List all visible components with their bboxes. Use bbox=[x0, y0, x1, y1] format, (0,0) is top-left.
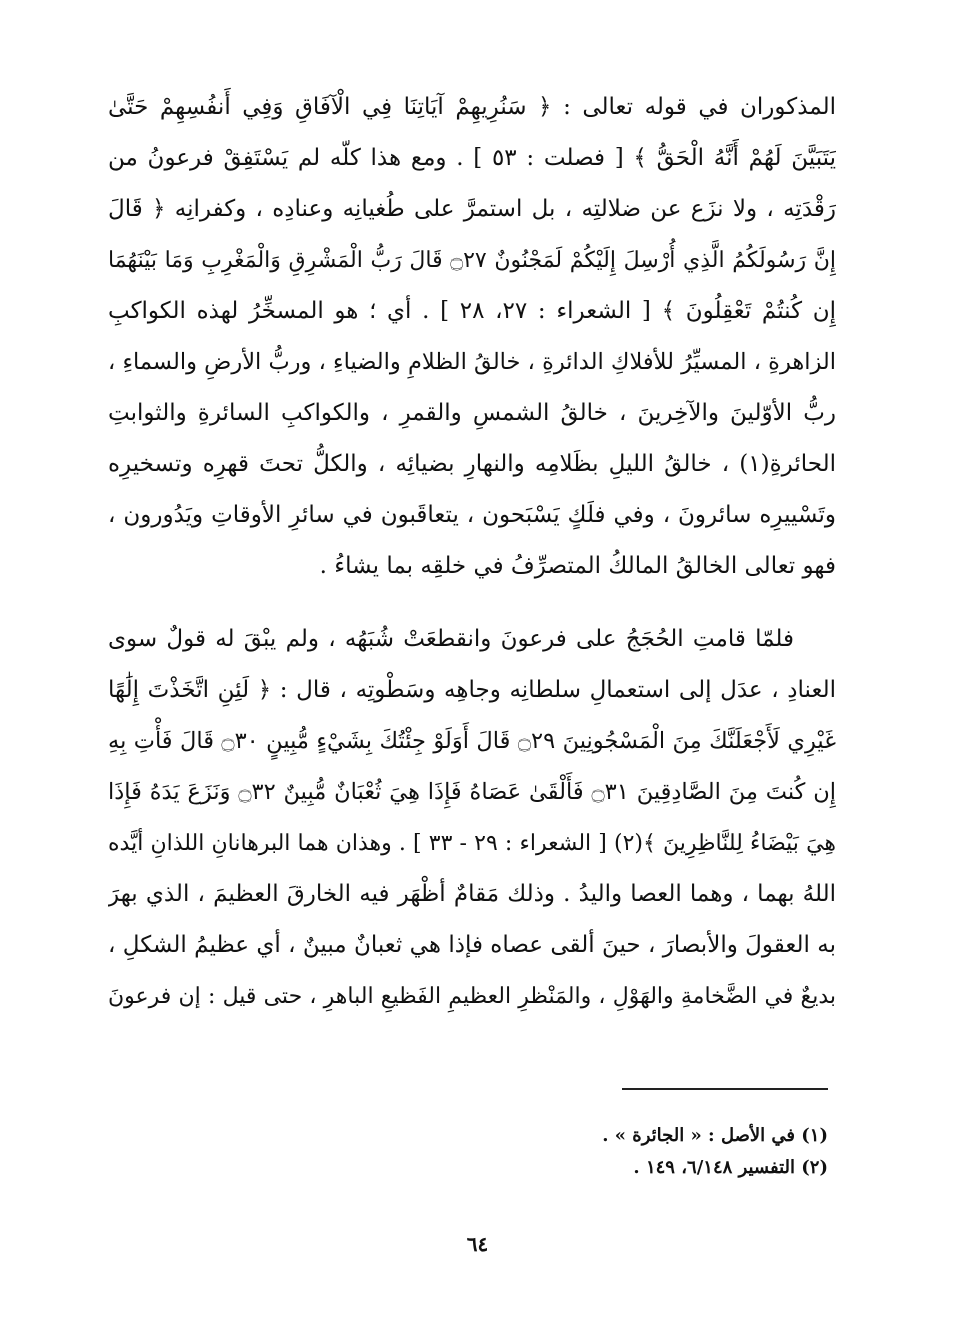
text-line: المذكوران في قوله تعالى : ﴿ سَنُرِيهِمْ آيَاتِنَا فِي الْآفَاقِ وَفِي أَنفُسِهِمْ حَتَّىٰ bbox=[108, 94, 836, 120]
text-line: فلمّا قامتِ الحُجَجُ على فرعونَ وانقطعَتْ شُبَهُه ، ولم يبْقَ له قولٌ سوى bbox=[108, 626, 794, 652]
footnote-2: (٢) التفسير ٦/١٤٨، ١٤٩ . bbox=[633, 1157, 828, 1178]
text-line: الحائرةِ(١) ، خالقُ الليلِ بظَلامِه والنهارِ بضيائِه ، والكلُّ تحتَ قهرِه وتسخيرِه bbox=[108, 451, 836, 477]
text-line: اللهُ بهما ، وهما العصا واليدُ . وذلك مَقامٌ أظْهَر فيه الخارقَ العظيمَ ، الذي بهرَ bbox=[108, 881, 836, 907]
text-line: وتَسْييرِه سائرونَ ، وفي فلَكٍ يَسْبَحون ، يتعاقَبون في سائرِ الأوقاتِ ويَدُورون ، bbox=[108, 502, 836, 528]
text-line: العنادِ ، عدَل إلى استعمالِ سلطانِه وجاهِه وسَطْوتِه ، قال : ﴿ لَئِنِ اتَّخَذْتَ إِلَٰهًا bbox=[108, 677, 836, 703]
text-line: غَيْرِي لَأَجْعَلَنَّكَ مِنَ الْمَسْجُونِينَ ۝٢٩ قَالَ أَوَلَوْ جِئْتُكَ بِشَيْءٍ مُّبِينٍ ۝٣٠ قَالَ فَأْتِ بِهِ bbox=[108, 728, 836, 754]
paragraph-1 bbox=[108, 82, 836, 592]
paragraph-gap bbox=[108, 592, 836, 614]
text-line: به العقولَ والأبصارَ ، حينَ ألقى عصاه فإذا هي ثعبانٌ مبينٌ ، أي عظيمُ الشكلِ ، bbox=[108, 932, 836, 958]
footnote-separator bbox=[622, 1088, 828, 1090]
paragraph-2 bbox=[108, 614, 836, 1022]
text-line: فهو تعالى الخالقُ المالكُ المتصرِّفُ في خلقِه بما يشاءُ . bbox=[319, 553, 836, 579]
text-line: هِيَ بَيْضَاءُ لِلنَّاظِرِينَ ﴾(٢) [ الشعراء : ٢٩ - ٣٣ ] . وهذان هما البرهانانِ اللذانِ أيَّده bbox=[108, 831, 836, 856]
text-line: إِن كُنتُمْ تَعْقِلُونَ ﴾ [ الشعراء : ٢٧، ٢٨ ] . أي ؛ هو المسخِّرُ لهذه الكواكبِ bbox=[108, 298, 836, 324]
text-line: إِنَّ رَسُولَكُمُ الَّذِي أُرْسِلَ إِلَيْكُمْ لَمَجْنُونٌ ۝٢٧ قَالَ رَبُّ الْمَشْرِقِ وَالْمَغْرِبِ وَمَا بَيْنَهُمَا bbox=[108, 248, 836, 273]
text-line: يَتَبَيَّنَ لَهُمْ أَنَّهُ الْحَقُّ ﴾ [ فصلت : ٥٣ ] . ومع هذا كلّه لم يَسْتَفِقْ فرعونُ من bbox=[108, 145, 836, 171]
footnotes bbox=[328, 1120, 828, 1184]
text-line: الزاهرةِ ، المسيِّرُ للأفلاكِ الدائرةِ ، خالقُ الظلامِ والضياءِ ، وربُّ الأرضِ والسماءِ ، bbox=[108, 349, 836, 375]
text-line: إِن كُنتَ مِنَ الصَّادِقِينَ ۝٣١ فَأَلْقَىٰ عَصَاهُ فَإِذَا هِيَ ثُعْبَانٌ مُّبِينٌ ۝٣٢ وَنَزَعَ يَدَهُ فَإِذَا bbox=[108, 779, 836, 805]
text-line: رَقْدَتِه ، ولا نزَع عن ضلالتِه ، بل استمرَّ على طُغيانِه وعنادِه ، وكفرانِه ﴿ قَالَ bbox=[108, 196, 836, 222]
main-text bbox=[108, 82, 836, 1022]
footnote-1: (١) في الأصل : « الجائرة » . bbox=[602, 1125, 828, 1146]
page-number: ٦٤ bbox=[466, 1232, 489, 1256]
text-line: ربُّ الأوّلينَ والآخِرينَ ، خالقُ الشمسِ والقمرِ ، والكواكبِ السائرةِ والثوابتِ bbox=[108, 400, 836, 426]
text-line: بديعٌ في الضَّخامةِ والهَوْلِ ، والمَنْظرِ العظيمِ الفَظيعِ الباهرِ ، حتى قيل : إن فرعونَ bbox=[108, 984, 836, 1009]
